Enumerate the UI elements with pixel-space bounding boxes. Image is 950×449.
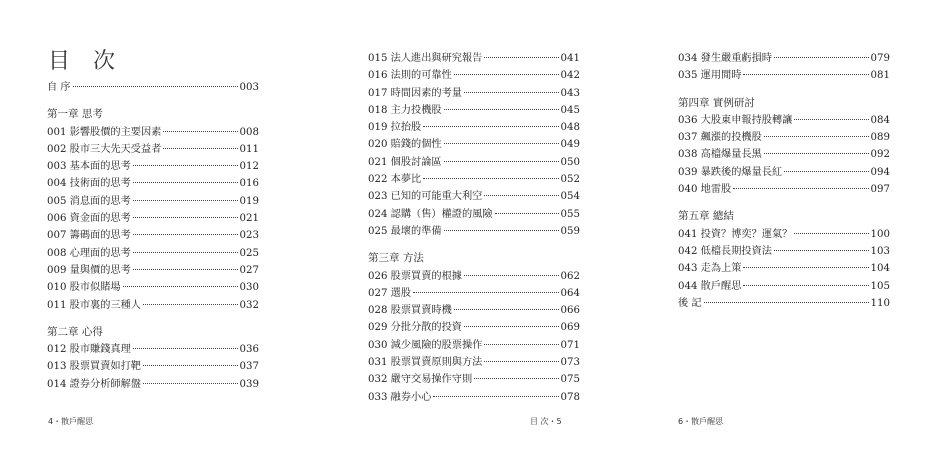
toc-entry-title: 034 發生嚴重虧損時 (678, 53, 772, 64)
toc-entry-title: 031 股票買賣原則與方法 (368, 357, 483, 369)
toc-entry (678, 181, 890, 198)
toc-entry (368, 223, 580, 240)
dot-leader (764, 153, 869, 154)
toc-column-1 (47, 79, 259, 393)
toc-entry-title: 033 融券小心 (368, 391, 432, 403)
toc-entry (678, 129, 890, 146)
chapter-heading: 第一章 思考 (47, 108, 103, 121)
dot-leader (163, 131, 237, 132)
chapter-heading: 第五章 總結 (678, 210, 734, 223)
toc-entry-page: 100 (870, 228, 890, 240)
toc-entry (47, 141, 259, 158)
dot-leader (444, 143, 559, 144)
toc-entry-page: 078 (560, 391, 580, 403)
toc-entry (678, 226, 890, 243)
dot-leader (133, 200, 238, 201)
dot-leader (133, 269, 238, 270)
toc-entry-title: 015 法人進出與研究報告 (368, 53, 483, 64)
dot-leader (743, 285, 868, 286)
toc-entry-page: 062 (560, 270, 580, 282)
toc-entry (368, 171, 580, 188)
toc-entry-page: 050 (560, 156, 580, 168)
toc-entry-page: 011 (239, 143, 259, 155)
toc-entry-title: 040 地雷股 (678, 184, 732, 196)
toc-entry-title: 002 股市三大先天受益者 (47, 143, 162, 155)
toc-entry (368, 302, 580, 319)
toc-entry-title: 027 選股 (368, 287, 412, 299)
toc-entry-title: 043 走為上策 (678, 263, 742, 275)
dot-leader (484, 361, 558, 362)
toc-entry (47, 279, 259, 296)
toc-entry-title: 017 時間因素的考量 (368, 87, 462, 99)
toc-entry-title: 020 賠錢的個性 (368, 139, 442, 151)
dot-leader (764, 136, 869, 137)
toc-entry-page: 032 (239, 299, 259, 311)
toc-entry (368, 136, 580, 153)
toc-entry (368, 50, 580, 67)
toc-entry (47, 376, 259, 393)
chapter-heading: 第三章 方法 (368, 252, 424, 265)
dot-leader (743, 267, 868, 268)
toc-entry-page: 092 (870, 149, 890, 161)
toc-entry-title: 036 大股東申報持股轉讓 (678, 114, 793, 126)
toc-entry-page: 039 (239, 378, 259, 390)
toc-entry-title: 013 股票買賣如打靶 (47, 361, 141, 373)
toc-entry-page: 079 (870, 53, 890, 64)
toc-entry (47, 124, 259, 141)
toc-entry (678, 278, 890, 295)
toc-entry-title: 018 主力投機股 (368, 104, 442, 116)
toc-entry-title: 016 法則的可靠性 (368, 70, 452, 82)
dot-leader (454, 309, 559, 310)
toc-entry-title: 025 最壞的準備 (368, 225, 442, 237)
dot-leader (733, 188, 868, 189)
dot-leader (484, 57, 558, 58)
toc-entry-page: 071 (560, 339, 580, 351)
toc-entry-title: 007 籌碼面的思考 (47, 230, 131, 242)
toc-entry-page: 043 (560, 87, 580, 99)
toc-entry-page: 019 (239, 195, 259, 207)
toc-entry-page: 066 (560, 305, 580, 317)
toc-entry (368, 188, 580, 205)
toc-entry (47, 158, 259, 175)
toc-entry-title: 022 本夢比 (368, 174, 422, 186)
dot-leader (474, 378, 558, 379)
toc-entry-title: 011 股市裏的三種人 (47, 299, 141, 311)
dot-leader (73, 86, 238, 87)
toc-entry-title: 044 散戶醒思 (678, 280, 742, 292)
dot-leader (423, 126, 558, 127)
toc-entry (368, 154, 580, 171)
dot-leader (495, 213, 559, 214)
toc-entry-page: 023 (239, 230, 259, 242)
toc-entry-title: 024 認購（售）權證的風險 (368, 208, 493, 220)
toc-entry-page: 036 (239, 344, 259, 356)
toc-entry-page: 110 (870, 297, 890, 309)
toc-entry (47, 227, 259, 244)
dot-leader (704, 302, 869, 303)
dot-leader (133, 234, 238, 235)
toc-column-2 (368, 50, 580, 406)
toc-entry (368, 337, 580, 354)
chapter-heading: 第二章 心得 (47, 325, 103, 338)
toc-entry (47, 193, 259, 210)
toc-entry-page: 045 (560, 104, 580, 116)
toc-heading: 目 次 (48, 49, 123, 74)
toc-entry (368, 371, 580, 388)
toc-entry-title: 005 消息面的思考 (47, 195, 131, 207)
toc-entry (47, 175, 259, 192)
toc-entry (368, 319, 580, 336)
toc-entry-page: 104 (870, 263, 890, 275)
toc-entry (368, 67, 580, 84)
footer-center: 目 次・5 (530, 417, 562, 426)
toc-entry (368, 102, 580, 119)
toc-entry (368, 268, 580, 285)
toc-entry-page: 064 (560, 287, 580, 299)
dot-leader (464, 92, 559, 93)
dot-leader (163, 148, 237, 149)
toc-entry-page: 041 (560, 53, 580, 64)
toc-entry-page: 042 (560, 70, 580, 82)
toc-entry-title: 023 已知的可能重大利空 (368, 191, 483, 203)
toc-entry (47, 358, 259, 375)
dot-leader (743, 74, 868, 75)
chapter-heading: 第四章 實例研討 (678, 96, 755, 109)
toc-entry (47, 297, 259, 314)
toc-entry (368, 206, 580, 223)
dot-leader (444, 230, 559, 231)
dot-leader (133, 252, 238, 253)
toc-entry-page: 069 (560, 322, 580, 334)
toc-entry (47, 79, 259, 96)
toc-entry-title: 001 影響股價的主要因素 (47, 126, 162, 138)
toc-entry-title: 041 投資？博奕？運氣？ (678, 228, 793, 240)
toc-entry-page: 055 (560, 208, 580, 220)
toc-entry (368, 85, 580, 102)
toc-entry-title: 042 低檔長期投資法 (678, 245, 772, 257)
toc-entry (47, 245, 259, 262)
toc-entry-title: 019 拉抬股 (368, 122, 422, 134)
dot-leader (143, 365, 238, 366)
toc-entry-title: 003 基本面的思考 (47, 161, 131, 173)
spacer (368, 240, 580, 250)
toc-entry (678, 50, 890, 67)
toc-entry-title: 038 高檔爆量長黑 (678, 149, 762, 161)
toc-entry-page: 054 (560, 191, 580, 203)
dot-leader (774, 250, 869, 251)
toc-entry (678, 146, 890, 163)
toc-entry-title: 029 分批分散的投資 (368, 322, 462, 334)
toc-entry-page: 037 (239, 361, 259, 373)
toc-column-3 (678, 50, 890, 312)
dot-leader (794, 119, 868, 120)
toc-entry-page: 052 (560, 174, 580, 186)
toc-entry (678, 112, 890, 129)
toc-entry-page: 103 (870, 245, 890, 257)
toc-entry-title: 014 證券分析師解盤 (47, 378, 141, 390)
dot-leader (133, 165, 238, 166)
toc-entry-page: 027 (239, 264, 259, 276)
toc-entry (47, 262, 259, 279)
toc-entry-title: 030 減少風險的股票操作 (368, 339, 483, 351)
toc-entry (47, 210, 259, 227)
toc-entry-title: 032 嚴守交易操作守則 (368, 374, 473, 386)
dot-leader (444, 109, 559, 110)
dot-leader (143, 383, 238, 384)
dot-leader (774, 57, 869, 58)
toc-entry-page: 025 (239, 247, 259, 259)
toc-entry-page: 094 (870, 166, 890, 178)
toc-entry-page: 097 (870, 184, 890, 196)
dot-leader (133, 182, 238, 183)
toc-entry-title: 021 個股討論區 (368, 156, 442, 168)
dot-leader (133, 217, 238, 218)
footer-right: 6・散戶醒思 (678, 417, 724, 426)
toc-entry-page: 048 (560, 122, 580, 134)
toc-entry-title: 010 股市似賭場 (47, 282, 121, 294)
toc-entry-title: 自 序 (47, 82, 71, 93)
toc-entry-title: 012 股市賺錢真理 (47, 344, 131, 356)
dot-leader (794, 233, 868, 234)
toc-entry (678, 260, 890, 277)
toc-entry-title: 008 心理面的思考 (47, 247, 131, 259)
toc-entry-page: 105 (870, 280, 890, 292)
dot-leader (464, 275, 559, 276)
toc-entry-title: 006 資金面的思考 (47, 213, 131, 225)
toc-entry-page: 089 (870, 132, 890, 144)
toc-entry-page: 075 (560, 374, 580, 386)
toc-entry-page: 030 (239, 282, 259, 294)
dot-leader (444, 161, 559, 162)
footer-left: 4・散戶醒思 (48, 417, 94, 426)
toc-entry (678, 243, 890, 260)
toc-entry-page: 049 (560, 139, 580, 151)
toc-entry-title: 026 股票買賣的根據 (368, 270, 462, 282)
spacer (678, 85, 890, 95)
toc-entry (678, 295, 890, 312)
spacer (47, 96, 259, 106)
toc-entry (678, 164, 890, 181)
dot-leader (133, 348, 238, 349)
toc-entry (368, 354, 580, 371)
toc-entry (678, 67, 890, 84)
toc-entry-page: 081 (870, 70, 890, 82)
toc-entry-page: 003 (239, 82, 259, 93)
dot-leader (433, 396, 558, 397)
toc-entry-title: 039 暴跌後的爆量長紅 (678, 166, 783, 178)
toc-entry-page: 016 (239, 178, 259, 190)
dot-leader (784, 171, 868, 172)
toc-entry (368, 119, 580, 136)
toc-entry (368, 389, 580, 406)
dot-leader (464, 326, 559, 327)
toc-entry (368, 285, 580, 302)
toc-entry-title: 009 量與價的思考 (47, 264, 131, 276)
toc-entry-title: 004 技術面的思考 (47, 178, 131, 190)
toc-entry-page: 021 (239, 213, 259, 225)
dot-leader (423, 178, 558, 179)
toc-entry-page: 008 (239, 126, 259, 138)
toc-entry-title: 035 運用閒時 (678, 70, 742, 82)
toc-entry-page: 059 (560, 225, 580, 237)
dot-leader (484, 195, 558, 196)
toc-entry-page: 073 (560, 357, 580, 369)
dot-leader (454, 74, 559, 75)
dot-leader (143, 304, 238, 305)
dot-leader (123, 286, 238, 287)
spacer (47, 314, 259, 324)
toc-entry-page: 012 (239, 161, 259, 173)
toc-entry-title: 後 記 (678, 297, 702, 309)
toc-entry-title: 037 飆漲的投機股 (678, 132, 762, 144)
toc-entry-title: 028 股票買賣時機 (368, 305, 452, 317)
toc-entry-page: 084 (870, 114, 890, 126)
toc-entry (47, 341, 259, 358)
dot-leader (413, 292, 558, 293)
dot-leader (484, 344, 558, 345)
spacer (678, 198, 890, 208)
